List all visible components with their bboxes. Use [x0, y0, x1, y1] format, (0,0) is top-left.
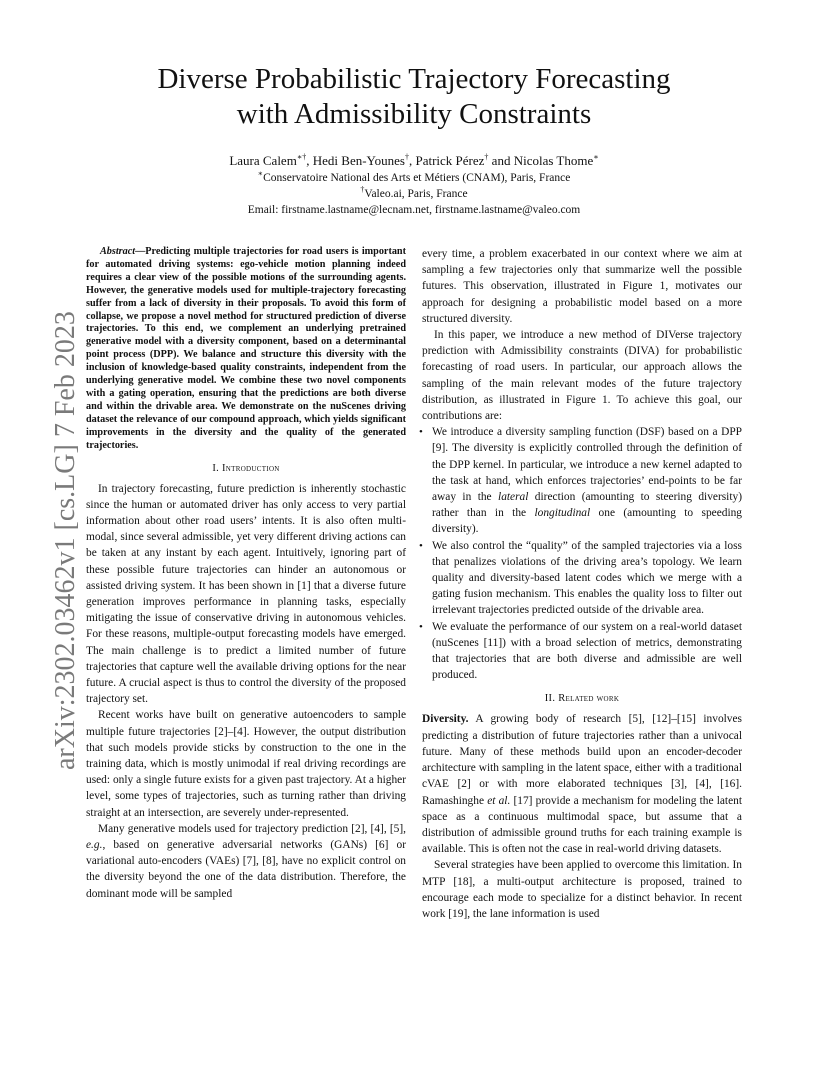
author-marker: †: [484, 152, 489, 162]
intro-paragraph-1: In trajectory forecasting, future prediction is inherently stochastic since the human or automated driver has only access to very partial information about other road users’ intents. It is also often multi-modal, since several admissible, yet very different driving actions can be taken at any instant by each agent. Intuitively, ignoring part of these possible future trajectories can hinder an autonomous or assisted driving system. It has been shown in [1] that a diverse future generation improves performance in planning tasks, especially mitigating the issue of conservative driving in autonomous vehicles. For these reasons, multiple-output forecasting models have emerged. The main challenge is to predict a limited number of future trajectories that capture well the available driving options for the near future. A crucial aspect is thus to control the diversity of the proposed trajectory set.: [86, 482, 406, 706]
intro-paragraph-5: In this paper, we introduce a new method of DIVerse trajectory prediction with Admissibility constraints (DIVA) for probabilistic forecasting of road users. In particular, our approach allows the sampling of the main relevant modes of the future trajectory distribution, as illustrated in Figure 1. To achieve this goal, our contributions are:: [422, 329, 742, 423]
contributions-list: [419, 424, 742, 683]
list-item: [419, 538, 742, 619]
author-name: , Patrick Pérez: [408, 153, 485, 168]
section-title: Related work: [558, 693, 620, 705]
author-name: and Nicolas Thome: [488, 153, 594, 168]
right-column: [419, 246, 742, 922]
paragraph-text: Many generative models used for trajectory prediction [2], [4], [5],: [98, 822, 406, 835]
list-item-text: direction (amounting to steering diversity) rather than in the: [432, 491, 742, 520]
author-marker: ∗: [593, 152, 599, 162]
title-line-1: Diverse Probabilistic Trajectory Forecasting: [157, 63, 671, 95]
affiliation-marker: ∗: [257, 169, 264, 179]
section-title: Introduction: [222, 462, 280, 474]
section-number: II.: [544, 693, 559, 705]
affiliation-text: Conservatoire National des Arts et Métiers (CNAM), Paris, France: [263, 172, 571, 184]
italic-text: longitudinal: [534, 507, 591, 520]
section-number: I.: [212, 462, 222, 474]
abstract-label: Abstract: [100, 246, 136, 257]
paragraph-text: , based on generative adversarial networks (GANs) [6] or variational auto-encoders (VAEs) [7], [8], have no explicit control on the diversity beyond the one of the data distribution. Therefore, the dominant mode will be sampled: [86, 838, 406, 900]
list-item-text: We introduce a diversity sampling function (DSF) based on a DPP [9]. The diversity is explicitly controlled through the definition of the DPP kernel. In particular, we introduce a new kernel adapted to the task at hand, which enforces trajectories’ end-points to be far away in the: [432, 426, 742, 504]
paper-title: [90, 62, 738, 132]
italic-text: et al.: [487, 794, 511, 807]
affiliation-1: [90, 171, 738, 186]
author-name: Laura Calem: [229, 153, 297, 168]
list-item-text: We also control the “quality” of the sampled trajectories via a loss that penalizes violations of the driving area’s topology. We learn quality and diversity-based latent codes which we merge with a gating fusion mechanism. This enables the quality loss to filter out irrelevant trajectories predicted outside of the drivable area.: [432, 539, 742, 617]
bullet-icon: •: [419, 620, 423, 633]
bullet-icon: •: [419, 539, 423, 552]
italic-text: e.g.: [86, 838, 103, 851]
intro-paragraph-4: every time, a problem exacerbated in our context where we aim at sampling a few trajectories only that summarize well the possible futures. This observation, illustrated in Figure 1, motivates our approach for designing a probabilistic model based on a more structured diversity.: [422, 248, 742, 325]
title-line-2: with Admissibility Constraints: [236, 98, 592, 130]
list-item: [419, 619, 742, 684]
author-name: , Hedi Ben-Younes: [306, 153, 405, 168]
related-paragraph-1: [422, 711, 742, 857]
related-paragraph-2: Several strategies have been applied to overcome this limitation. In MTP [18], a multi-output architecture is proposed, trained to encourage each mode to specialize for a distinct behavior. In recent work [19], the lane information is used: [422, 859, 742, 920]
list-item-text: We evaluate the performance of our system on a real-world dataset (nuScenes [11]) with a broad selection of metrics, demonstrating that trajectories that are both diverse and admissible are well produced.: [432, 620, 742, 682]
author-marker: †: [404, 152, 409, 162]
abstract-text: —Predicting multiple trajectories for road users is important for automated driving systems: ego-vehicle motion planning indeed requires a clear view of the possible motions of the surrounding agents. However, the generative models used for multiple-trajectory forecasting suffer from a lack of diversity in their proposals. To avoid this form of collapse, we propose a novel method for structured prediction of diverse trajectories. To this end, we complement an underlying pretrained generative model with a diversity component, based on a determinantal point process (DPP). We balance and structure this diversity with the inclusion of knowledge-based quality constraints, independent from the underlying generative model. We combine these two novel components with a gating operation, ensuring that the predictions are both diverse and within the drivable area. We demonstrate on the nuScenes driving dataset the relevance of our compound approach, which yields significant improvements in the diversity and the quality of the generated trajectories.: [86, 246, 406, 451]
affiliation-text: Valeo.ai, Paris, France: [364, 188, 468, 200]
intro-paragraph-2: Recent works have built on generative autoencoders to sample multiple future trajectories [2]–[4]. However, the output distribution that such models provide sticks by construction to the one in the training data, which is mostly unimodal if real driving recordings are used: only a single future exists for a given past trajectory. At a higher level, some types of trajectories, such as turning rather than driving straight at an intersection, are severely under-represented.: [86, 709, 406, 819]
author-marker: ∗†: [296, 152, 307, 162]
paragraph-text: [17] provide a mechanism for modeling the latent space as a continuous multimodal space, but assume that a distribution of admissible ground truths for each training example is available. This is often not the case in real-world driving datasets.: [422, 794, 742, 856]
section-heading-related-work: [422, 692, 742, 706]
section-heading-introduction: [86, 462, 406, 476]
affiliation-marker: †: [360, 185, 365, 195]
bullet-icon: •: [419, 426, 423, 439]
author-email: Email: firstname.lastname@lecnam.net, firstname.lastname@valeo.com: [247, 204, 581, 216]
intro-paragraph-3: [86, 821, 406, 902]
paragraph-heading: Diversity.: [422, 713, 469, 726]
author-list: [90, 152, 738, 169]
left-column: [86, 246, 406, 902]
list-item: [419, 424, 742, 537]
abstract: [86, 246, 406, 453]
paragraph-text: A growing body of research [5], [12]–[15] involves predicting a distribution of future trajectories rather than a univocal future. Many of these methods build upon an encoder-decoder architecture with sampling in the latent space, either with a traditional cVAE [2] or with more elaborated techniques [3], [4], [16]. Ramashinghe: [422, 713, 742, 807]
list-item-text: one (amounting to speeding diversity).: [432, 507, 742, 536]
affiliation-2: [90, 187, 738, 202]
italic-text: lateral: [498, 491, 529, 504]
arxiv-identifier: arXiv:2302.03462v1 [cs.LG] 7 Feb 2023: [50, 311, 81, 770]
